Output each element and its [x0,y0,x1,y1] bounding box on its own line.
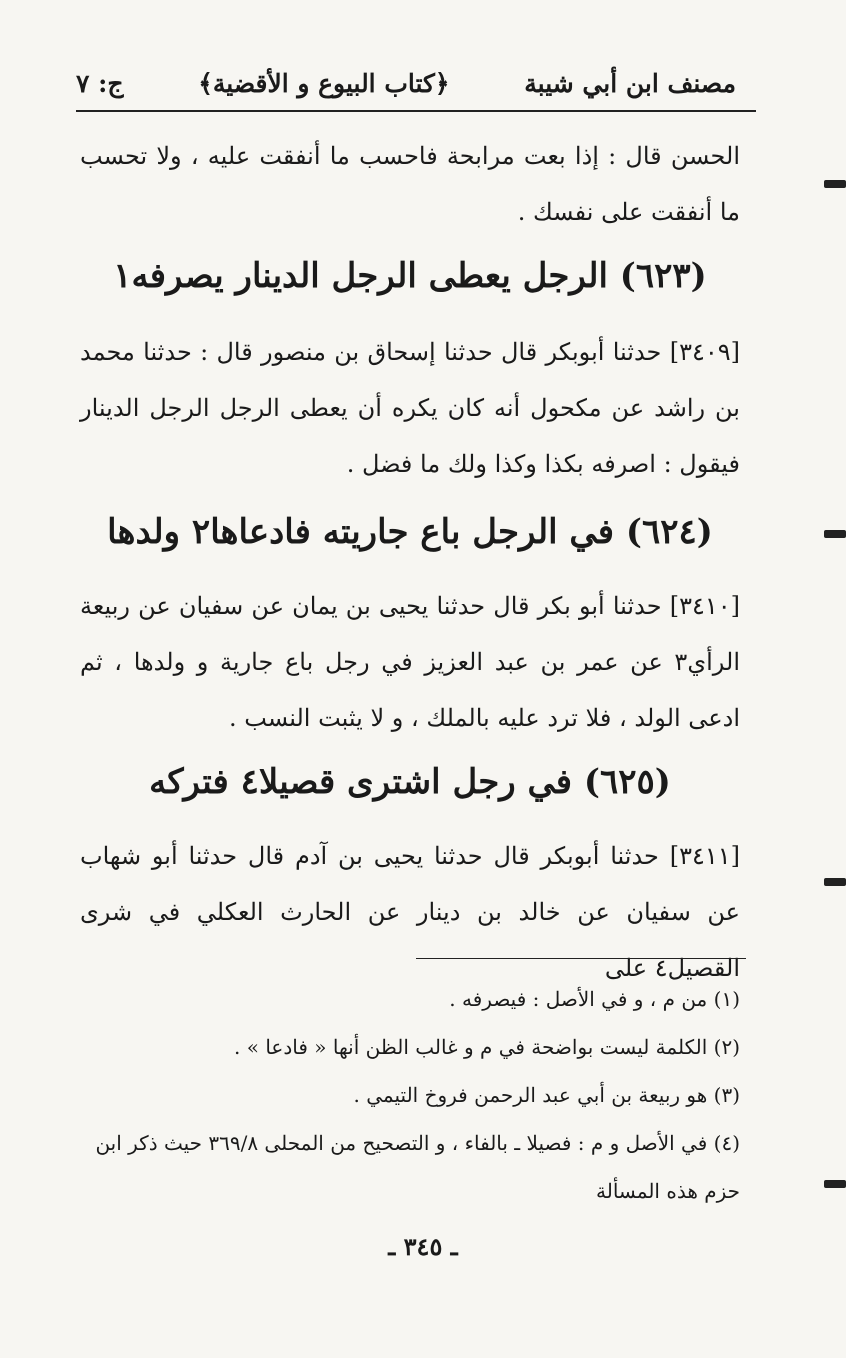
hadith-3410: [٣٤١٠] حدثنا أبو بكر قال حدثنا يحيى بن يمان عن سفيان عن ربيعة الرأي٣ عن عمر بن عبد العزيز في رجل باع جارية و ولدها ، ثم ادعى الولد ، فلا ترد عليه بالملك ، و لا يثبت النسب . [80,592,740,732]
footnote-rule [416,958,746,959]
margin-mark [824,1180,846,1188]
footnote-4: (٤) في الأصل و م : فصيلا ـ بالفاء ، و التصحيح من المحلى ٣٦٩/٨ حيث ذكر ابن حزم هذه المسألة [95,1131,740,1203]
page-number: ـ ٣٤٥ ـ [388,1232,458,1261]
book-title: مصنف ابن أبي شيبة [524,68,736,98]
chapter-heading-624: (٦٢٤) في الرجل باع جاريته فادعاها٢ ولدها [107,512,713,552]
footnote-1: (١) من م ، و في الأصل : فيصرفه . [449,987,740,1011]
paragraph-continuation: الحسن قال : إذا بعت مرابحة فاحسب ما أنفقت عليه ، ولا تحسب ما أنفقت على نفسك . [80,142,740,226]
hadith-3409: [٣٤٠٩] حدثنا أبوبكر قال حدثنا إسحاق بن منصور قال : حدثنا محمد بن راشد عن مكحول أنه كان يكره أن يعطى الرجل الرجل الدينار فيقول : اصرفه بكذا وكذا ولك ما فضل . [80,338,740,478]
footnote-2: (٢) الكلمة ليست بواضحة في م و غالب الظن أنها « فادعا » . [234,1035,740,1059]
footnote-3: (٣) هو ربيعة بن أبي عبد الرحمن فروخ التيمي . [353,1083,740,1107]
section-title: ﴿كتاب البيوع و الأقضية﴾ [198,68,450,98]
margin-mark [824,878,846,886]
footnotes [80,975,740,1215]
volume-label: ج: ٧ [76,68,124,98]
margin-mark [824,180,846,188]
header-rule [76,110,756,112]
chapter-heading-625: (٦٢٥) في رجل اشترى قصيلا٤ فتركه [149,762,671,802]
running-header [76,60,736,106]
chapter-heading-623: (٦٢٣) الرجل يعطى الرجل الدينار يصرفه١ [113,256,707,296]
hadith-3411: [٣٤١١] حدثنا أبوبكر قال حدثنا يحيى بن آدم قال حدثنا أبو شهاب عن سفيان عن خالد بن دينار عن الحارث العكلي في شرى القصيل٤ على [80,842,740,982]
margin-mark [824,530,846,538]
